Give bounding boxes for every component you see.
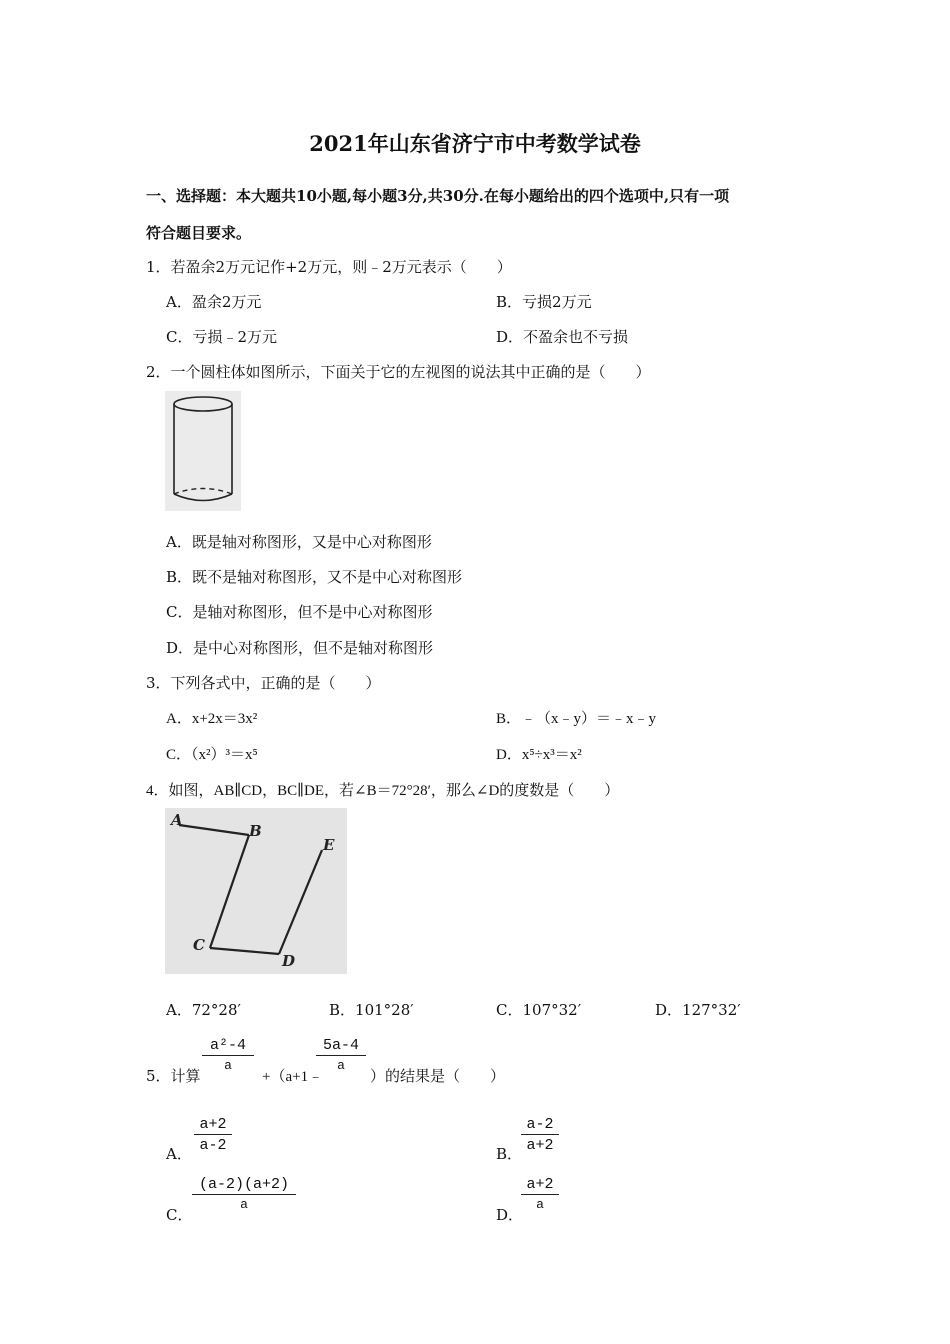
- figure-label-d: D: [282, 952, 296, 970]
- q5-option-d-den: a: [536, 1197, 544, 1212]
- q4-option-b: B．101°28′: [329, 1001, 414, 1019]
- q5-fraction-1: [202, 1037, 254, 1073]
- q5-option-a-den: a-2: [199, 1137, 227, 1154]
- q2-option-c: C．是轴对称图形，但不是中心对称图形: [166, 603, 433, 621]
- q2-option-d: D．是中心对称图形，但不是轴对称图形: [166, 639, 434, 657]
- q5-option-c-fraction: [192, 1176, 296, 1212]
- q2-option-a: A．既是轴对称图形，又是中心对称图形: [166, 533, 432, 551]
- question-5-stem-mid: +（a+1﹣: [262, 1069, 324, 1085]
- q4-option-d: D．127°32′: [655, 1001, 741, 1019]
- figure-label-c: C: [193, 936, 205, 954]
- page-title: 2021年山东省济宁市中考数学试卷: [309, 131, 641, 156]
- q5-option-d-num: a+2: [521, 1176, 559, 1195]
- q5-fraction-2: [316, 1037, 366, 1073]
- q5-option-c-num: (a-2)(a+2): [192, 1176, 296, 1195]
- q4-option-c: C．107°32′: [496, 1001, 582, 1019]
- figure-label-e: E: [323, 836, 335, 854]
- question-3-stem: 3．下列各式中，正确的是（ ）: [146, 674, 381, 692]
- q5-option-c-label: C．: [166, 1206, 193, 1224]
- q5-option-a-num: a+2: [194, 1116, 232, 1135]
- q1-option-b: B．亏损2万元: [496, 293, 592, 311]
- q4-option-a: A．72°28′: [166, 1001, 241, 1019]
- question-5-stem-post: ）的结果是（ ）: [370, 1067, 506, 1085]
- parallel-lines-figure: [165, 808, 347, 974]
- q5-option-a-fraction: [194, 1116, 232, 1154]
- q5-option-b-num: a-2: [521, 1116, 559, 1135]
- q5-option-b-fraction: [521, 1116, 559, 1154]
- q5-fraction-1-den: a: [224, 1058, 232, 1073]
- q1-option-c: C．亏损﹣2万元: [166, 328, 278, 346]
- q5-option-b-label: B．: [496, 1145, 523, 1163]
- section-heading-line1: 一、选择题：本大题共10小题,每小题3分,共30分.在每小题给出的四个选项中,只有一项: [146, 187, 730, 205]
- q5-fraction-1-num: a²-4: [202, 1037, 254, 1056]
- q5-fraction-2-num: 5a-4: [316, 1037, 366, 1056]
- question-5-stem-pre: 5．计算: [146, 1067, 201, 1085]
- q1-option-a: A．盈余2万元: [166, 293, 262, 311]
- question-1-stem: 1．若盈余2万元记作+2万元，则﹣2万元表示（ ）: [146, 258, 512, 276]
- q5-option-c-den: a: [240, 1197, 248, 1212]
- q5-option-d-fraction: [521, 1176, 559, 1212]
- q3-option-a: A．x+2x＝3x²: [166, 711, 258, 727]
- q3-option-c: C．（x²）³＝x⁵: [166, 747, 258, 763]
- q5-option-d-label: D．: [496, 1206, 524, 1224]
- q5-fraction-2-den: a: [337, 1058, 345, 1073]
- figure-label-a: A: [171, 811, 183, 829]
- section-heading-line2: 符合题目要求。: [146, 224, 252, 242]
- figure-label-b: B: [249, 822, 262, 840]
- q2-option-b: B．既不是轴对称图形，又不是中心对称图形: [166, 568, 463, 586]
- question-2-stem: 2．一个圆柱体如图所示，下面关于它的左视图的说法其中正确的是（ ）: [146, 363, 651, 381]
- q3-option-d: D．x⁵÷x³＝x²: [496, 747, 582, 763]
- q5-option-b-den: a+2: [526, 1137, 554, 1154]
- cylinder-figure: [165, 391, 241, 511]
- q5-option-a-label: A．: [166, 1145, 192, 1163]
- question-4-stem: 4．如图，AB∥CD，BC∥DE，若∠B＝72°28′，那么∠D的度数是（ ）: [146, 783, 620, 799]
- q3-option-b: B．﹣（x﹣y）＝﹣x﹣y: [496, 711, 657, 727]
- q1-option-d: D．不盈余也不亏损: [496, 328, 629, 346]
